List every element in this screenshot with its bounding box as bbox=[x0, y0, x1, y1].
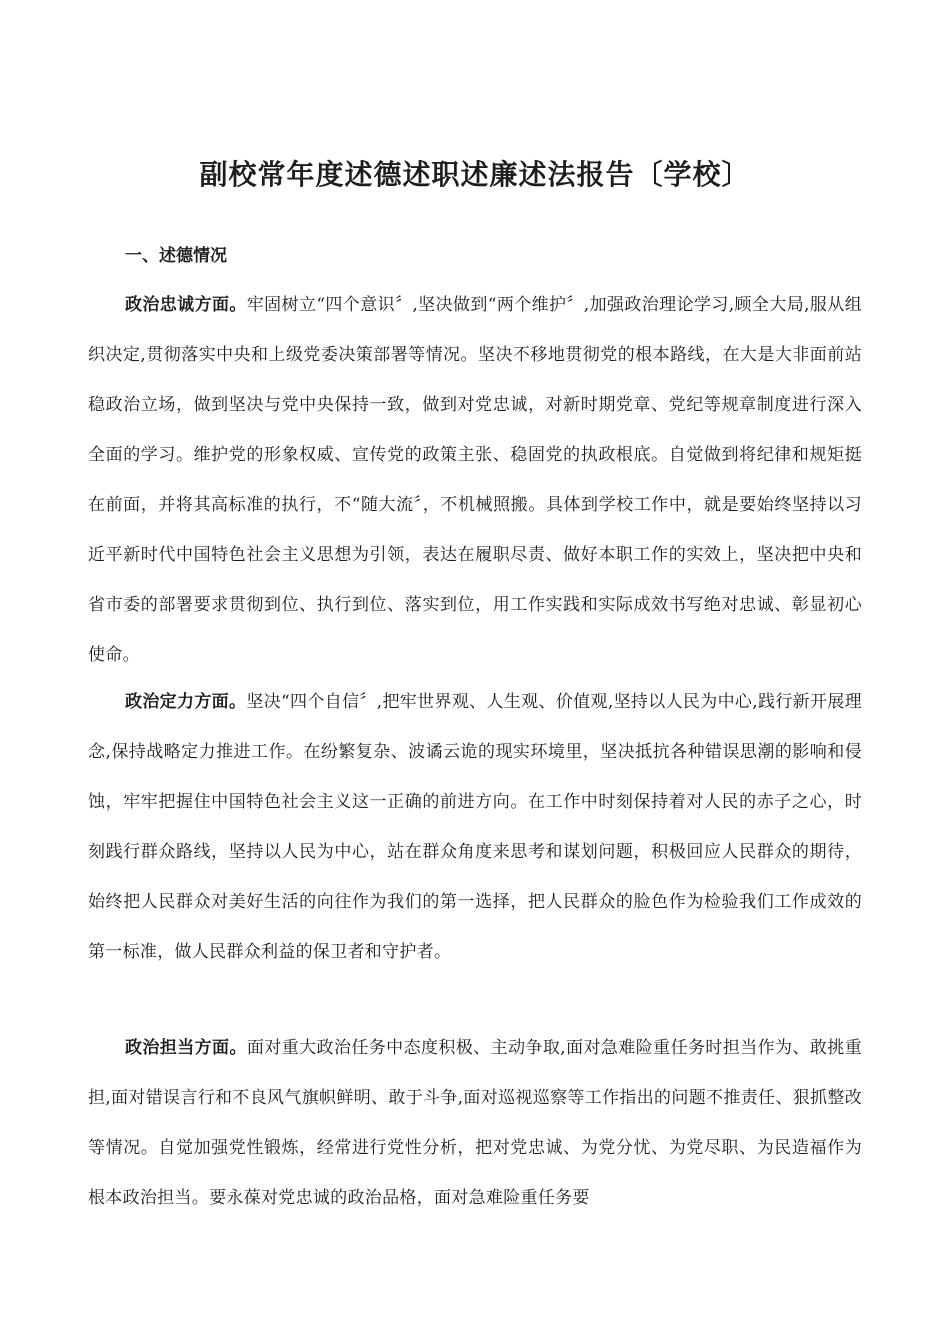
paragraph-text: 坚决“四个自信〞,把牢世界观、人生观、价值观,坚持以人民为中心,践行新开展理念,保持战略定力推进工作。在纷繁复杂、波谲云诡的现实环境里，坚决抵抗各种错误思潮的影响和侵蚀，牢牢把握住中国特色社会主义这一正确的前进方向。在工作中时刻保持着对人民的赤子之心，时刻践行群众路线，坚持以人民为中心，站在群众角度来思考和谋划问题，积极回应人民群众的期待，始终把人民群众对美好生活的向往作为我们的第一选择，把人民群众的脸色作为检验我们工作成效的第一标准，做人民群众利益的保卫者和守护者。 bbox=[88, 692, 862, 962]
paragraph-lead: 政治担当方面。 bbox=[125, 1038, 247, 1058]
paragraph-lead: 政治定力方面。 bbox=[125, 692, 247, 712]
paragraph-lead: 政治忠诚方面。 bbox=[125, 295, 247, 315]
paragraph-political-loyalty bbox=[88, 280, 862, 680]
paragraph-political-determination bbox=[88, 677, 862, 977]
section-heading-moral: 一、述德情况 bbox=[125, 246, 227, 266]
paragraph-text: 牢固树立“四个意识〞,坚决做到“两个维护〞,加强政治理论学习,顾全大局,服从组织决定,贯彻落实中央和上级党委决策部署等情况。坚决不移地贯彻党的根本路线，在大是大非面前站稳政治立场，做到坚决与党中央保持一致，做到对党忠诚，对新时期党章、党纪等规章制度进行深入全面的学习。维护党的形象权威、宣传党的政策主张、稳固党的执政根底。自觉做到将纪律和规矩挺在前面，并将其高标准的执行，不“随大流〞，不机械照搬。具体到学校工作中，就是要始终坚持以习近平新时代中国特色社会主义思想为引领，表达在履职尽责、做好本职工作的实效上，坚决把中央和省市委的部署要求贯彻到位、执行到位、落实到位，用工作实践和实际成效书写绝对忠诚、彰显初心使命。 bbox=[88, 295, 862, 665]
document-title: 副校常年度述德述职述廉述法报告〔学校〕 bbox=[199, 158, 751, 191]
paragraph-political-responsibility bbox=[88, 1023, 862, 1223]
paragraph-text: 面对重大政治任务中态度积极、主动争取,面对急难险重任务时担当作为、敢挑重担,面对错误言行和不良风气旗帜鲜明、敢于斗争,面对巡视巡察等工作指出的问题不推责任、狠抓整改等情况。自觉加强党性锻炼，经常进行党性分析，把对党忠诚、为党分忧、为党尽职、为民造福作为根本政治担当。要永葆对党忠诚的政治品格，面对急难险重任务要 bbox=[88, 1038, 862, 1208]
